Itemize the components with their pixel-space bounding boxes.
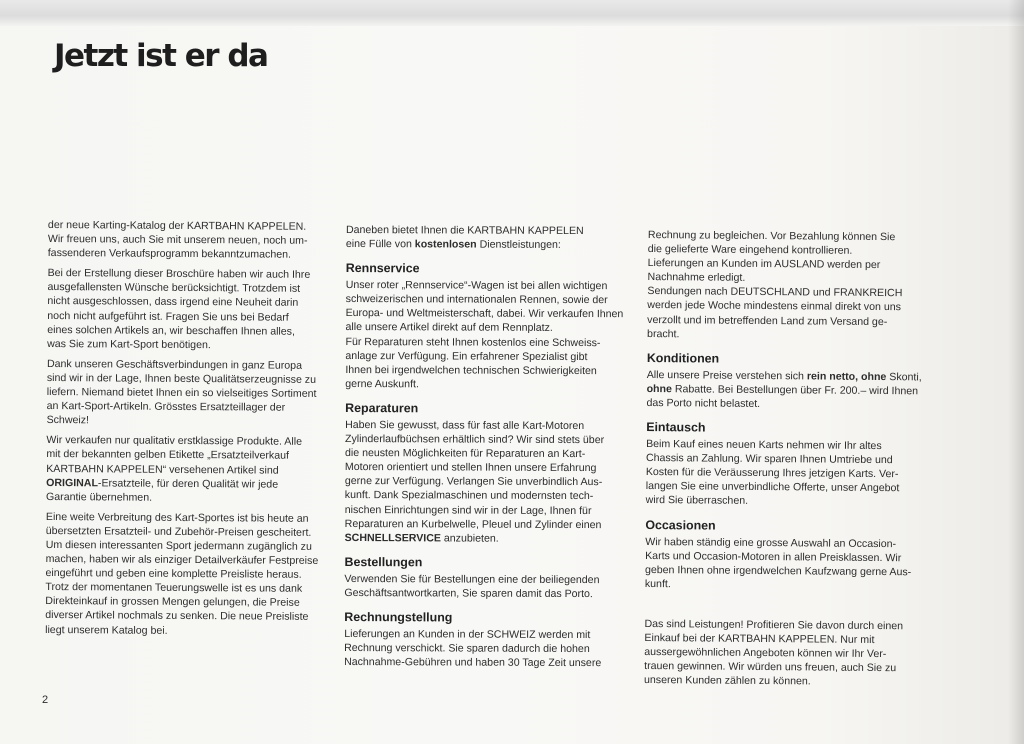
text-line: Karts und Occasion-Motoren in allen Preisklassen. Wir (645, 549, 902, 564)
bold-schnellservice: SCHNELLSERVICE (344, 531, 441, 545)
bold-kostenlosen: kostenlosen (414, 238, 477, 251)
text-line: wird Sie überraschen. (645, 494, 749, 508)
text-line: trauen gewinnen. Wir würden uns freuen, auch Sie zu (644, 660, 897, 675)
text-line: werden jede Woche mindestens einmal direkt von uns (647, 299, 901, 314)
text-line: diverser Artikel nochmals zu senken. Die neue Preisliste (45, 609, 309, 624)
text-line: machen, haben wir als einziger Detailverkäufer Festpreise (45, 553, 319, 567)
text-line: anlage zur Verfügung. Ein erfahrener Spezialist gibt (345, 349, 588, 363)
text-line (345, 531, 643, 546)
paragraph-rechnungstellung (344, 627, 642, 671)
text-line: noch nicht aufgeführt ist. Fragen Sie uns bei Bedarf (47, 309, 289, 324)
text-line: alle unsere Artikel direkt auf dem Rennplatz. (345, 321, 553, 335)
text-line: KARTBAHN KAPPELEN“ versehenen Artikel sind (46, 462, 279, 477)
text-line: Dank unseren Geschäftsverbindungen in ganz Europa (46, 357, 303, 372)
paragraph-eintausch (646, 437, 943, 510)
text-line: verzollt und im betreffenden Land zum Versand ge- (647, 313, 888, 328)
text-line: Daneben bietet Ihnen die KARTBAHN KAPPELEN (345, 223, 584, 238)
text-line: Geschäftsantwortkarten, Sie sparen damit das Porto. (344, 586, 593, 600)
text-line: eingeführt und geben eine komplette Preisliste heraus. (45, 567, 302, 581)
text-line: kunft. Dank Spezialmaschinen und modernsten tech- (344, 489, 594, 503)
text-fragment: Alle unsere Preise verstehen sich (646, 368, 807, 383)
text-line: sind wir in der Lage, Ihnen beste Qualitätserzeugnisse zu (46, 371, 317, 386)
text-line: Haben Sie gewusst, dass für fast alle Kart-Motoren (345, 418, 585, 432)
text-line: Sendungen nach DEUTSCHLAND und FRANKREICH (647, 285, 903, 300)
text-line: schweizerischen und internationalen Rennen, sowie der (345, 293, 608, 307)
text-line: aussergewöhnlichen Angeboten können wir Ihr Ver- (644, 646, 887, 661)
text-line: geben Ihnen ohne irgendwelchen Kaufzwang gerne Aus- (644, 563, 912, 578)
paragraph-intro (48, 218, 338, 262)
paragraph-bestellungen (344, 572, 642, 601)
text-line: Schweiz! (46, 414, 90, 427)
text-line: Zylinderlaufbüchsen erhältlich sind? Wir sind stets über (345, 433, 605, 447)
heading-rennservice: Rennservice (345, 261, 420, 276)
text-line: Das sind Leistungen! Profitieren Sie davon durch einen (644, 617, 904, 633)
text-line: die neusten Möglichkeiten für Reparaturen an Kart- (344, 447, 586, 461)
text-line: Wir verkaufen nur qualitativ erstklassige Produkte. Alle (46, 434, 303, 449)
text-line: Lieferungen an Kunden in der SCHWEIZ werden mit (344, 627, 591, 642)
paper-top-edge (0, 0, 1024, 26)
text-line: Nachnahme erledigt. (647, 271, 746, 285)
text-line: Bei der Erstellung dieser Broschüre haben wir auch Ihre (47, 267, 311, 282)
paragraph-europe (47, 357, 337, 429)
text-fragment: -Ersatzteile, für deren Qualität wir jede (97, 476, 279, 491)
text-fragment: Dienstleistungen: (476, 238, 561, 252)
text-column-2 (344, 223, 644, 677)
text-line: ausgefallensten Wünsche berücksichtigt. Trotzdem ist (47, 281, 301, 296)
text-line: was Sie zum Kart-Sport benötigen. (47, 337, 211, 351)
text-line: Einkauf bei der KARTBAHN KAPPELEN. Nur mit (644, 631, 875, 646)
paragraph-rennservice (345, 278, 643, 392)
text-line: eines solchen Artikels an, wir beschaffen Ihnen alles, (47, 323, 295, 338)
text-column-3 (644, 228, 944, 696)
text-line: Beim Kauf eines neuen Karts nehmen wir Ihr altes (646, 438, 882, 453)
page-title: Jetzt ist er da (54, 38, 268, 74)
text-line: der neue Karting-Katalog der KARTBAHN KAPPELEN. (47, 218, 307, 233)
text-line: Motoren orientiert und stellen Ihnen unsere Erfahrung (344, 461, 597, 475)
text-line (346, 237, 644, 252)
heading-occasionen: Occasionen (645, 517, 716, 533)
text-line: Garantie übernehmen. (46, 490, 153, 504)
text-line: kunft. (644, 577, 671, 590)
paper-fold-shadow (1008, 0, 1024, 744)
text-line: nicht ausgeschlossen, dass irgend eine Neuheit darin (47, 295, 299, 310)
text-line: Kosten für die Veräusserung Ihres jetzigen Karts. Ver- (645, 466, 899, 481)
text-line: bracht. (647, 327, 680, 340)
paragraph-services-intro (346, 223, 644, 252)
text-line: liegt unserem Katalog bei. (45, 623, 168, 637)
text-line: Lieferungen an Kunden im AUSLAND werden per (647, 257, 881, 272)
text-line: Ihnen bei irgendwelchen technischen Schwierigkeiten (345, 363, 597, 377)
text-line: Für Reparaturen steht Ihnen kostenlos eine Schweiss- (345, 335, 601, 349)
text-line: Eine weite Verbreitung des Kart-Sportes ist bis heute an (45, 510, 309, 525)
bold-ohne: ohne (646, 382, 672, 396)
text-line: Trotz der momentanen Teuerungswelle ist es uns dank (45, 581, 303, 596)
page-number: 2 (42, 694, 49, 706)
paragraph-rechnung-continued (647, 228, 944, 343)
text-line: Wir freuen uns, auch Sie mit unserem neuen, noch um- (47, 233, 308, 247)
heading-reparaturen: Reparaturen (345, 400, 419, 416)
text-line: das Porto nicht belastet. (646, 396, 761, 410)
text-fragment: anzubieten. (440, 532, 499, 545)
paragraph-closing (644, 617, 941, 690)
text-line: gerne zur Verfügung. Verlangen Sie unverbindlich Aus- (344, 475, 603, 489)
paragraph-occasionen (645, 534, 941, 593)
text-line: nischen Einrichtungen sind wir in der Lage, Ihnen für (344, 503, 592, 517)
text-line: Direkteinkauf in grossen Mengen gelungen, die Preise (45, 595, 300, 610)
text-line: Chassis an Zahlung. Wir sparen Ihnen Umtriebe und (645, 452, 893, 467)
text-line: die gelieferte Ware eingehend kontrollieren. (647, 243, 853, 257)
paragraph-konditionen (646, 368, 942, 413)
text-fragment: Skonti, (886, 370, 922, 384)
text-line: liefern. Niemand bietet Ihnen ein so vielseitiges Sortiment (46, 386, 317, 400)
text-line: gerne Auskunft. (345, 377, 419, 391)
bold-original: ORIGINAL (46, 476, 98, 489)
text-line: an Kart-Sport-Artikeln. Grösstes Ersatzteillager der (46, 400, 286, 414)
text-line: Wir haben ständig eine grosse Auswahl an Occasion- (645, 535, 897, 550)
heading-eintausch: Eintausch (646, 420, 706, 435)
text-line: Rechnung verschickt. Sie sparen dadurch die hohen (344, 642, 590, 656)
paragraph-brochure (47, 266, 338, 353)
text-line: Um diesen interessanten Sport jedermann zugänglich zu (45, 538, 312, 553)
text-fragment: Rabatte. Bei Bestellungen über Fr. 200.– wird Ihnen (671, 383, 919, 398)
text-fragment: eine Fülle von (345, 238, 415, 251)
heading-konditionen: Konditionen (646, 350, 720, 366)
text-line: langen Sie eine unverbindliche Offerte, unser Angebot (645, 480, 900, 495)
text-line (46, 476, 336, 492)
text-line: mit der bekannten gelben Etikette „Ersatzteilverkauf (46, 448, 289, 463)
paragraph-prices (45, 510, 336, 639)
bold-rein-netto: rein netto, ohne (806, 370, 887, 383)
text-line: fassenderen Verkaufsprogramm bekanntzumachen. (47, 247, 292, 261)
text-column-1 (45, 218, 338, 645)
text-line: unseren Kunden zählen zu können. (644, 674, 811, 688)
heading-bestellungen: Bestellungen (344, 554, 423, 570)
paragraph-quality (46, 433, 336, 505)
text-line: Nachnahme-Gebühren und haben 30 Tage Zeit unsere (344, 656, 602, 670)
text-line: Verwenden Sie für Bestellungen eine der beiliegenden (344, 572, 600, 586)
text-line: Reparaturen an Kurbelwelle, Pleuel und Zylinder einen (344, 517, 602, 531)
text-line: Rechnung zu begleichen. Vor Bezahlung können Sie (647, 228, 896, 244)
text-line: übersetzten Ersatzteil- und Zubehör-Preisen gescheitert. (45, 524, 312, 539)
heading-rechnungstellung: Rechnungstellung (344, 609, 453, 625)
text-line: Unser roter „Rennservice“-Wagen ist bei allen wichtigen (345, 279, 608, 293)
text-line: Europa- und Weltmeisterschaft, dabei. Wir verkaufen Ihnen (345, 307, 624, 321)
paragraph-reparaturen (345, 418, 644, 546)
